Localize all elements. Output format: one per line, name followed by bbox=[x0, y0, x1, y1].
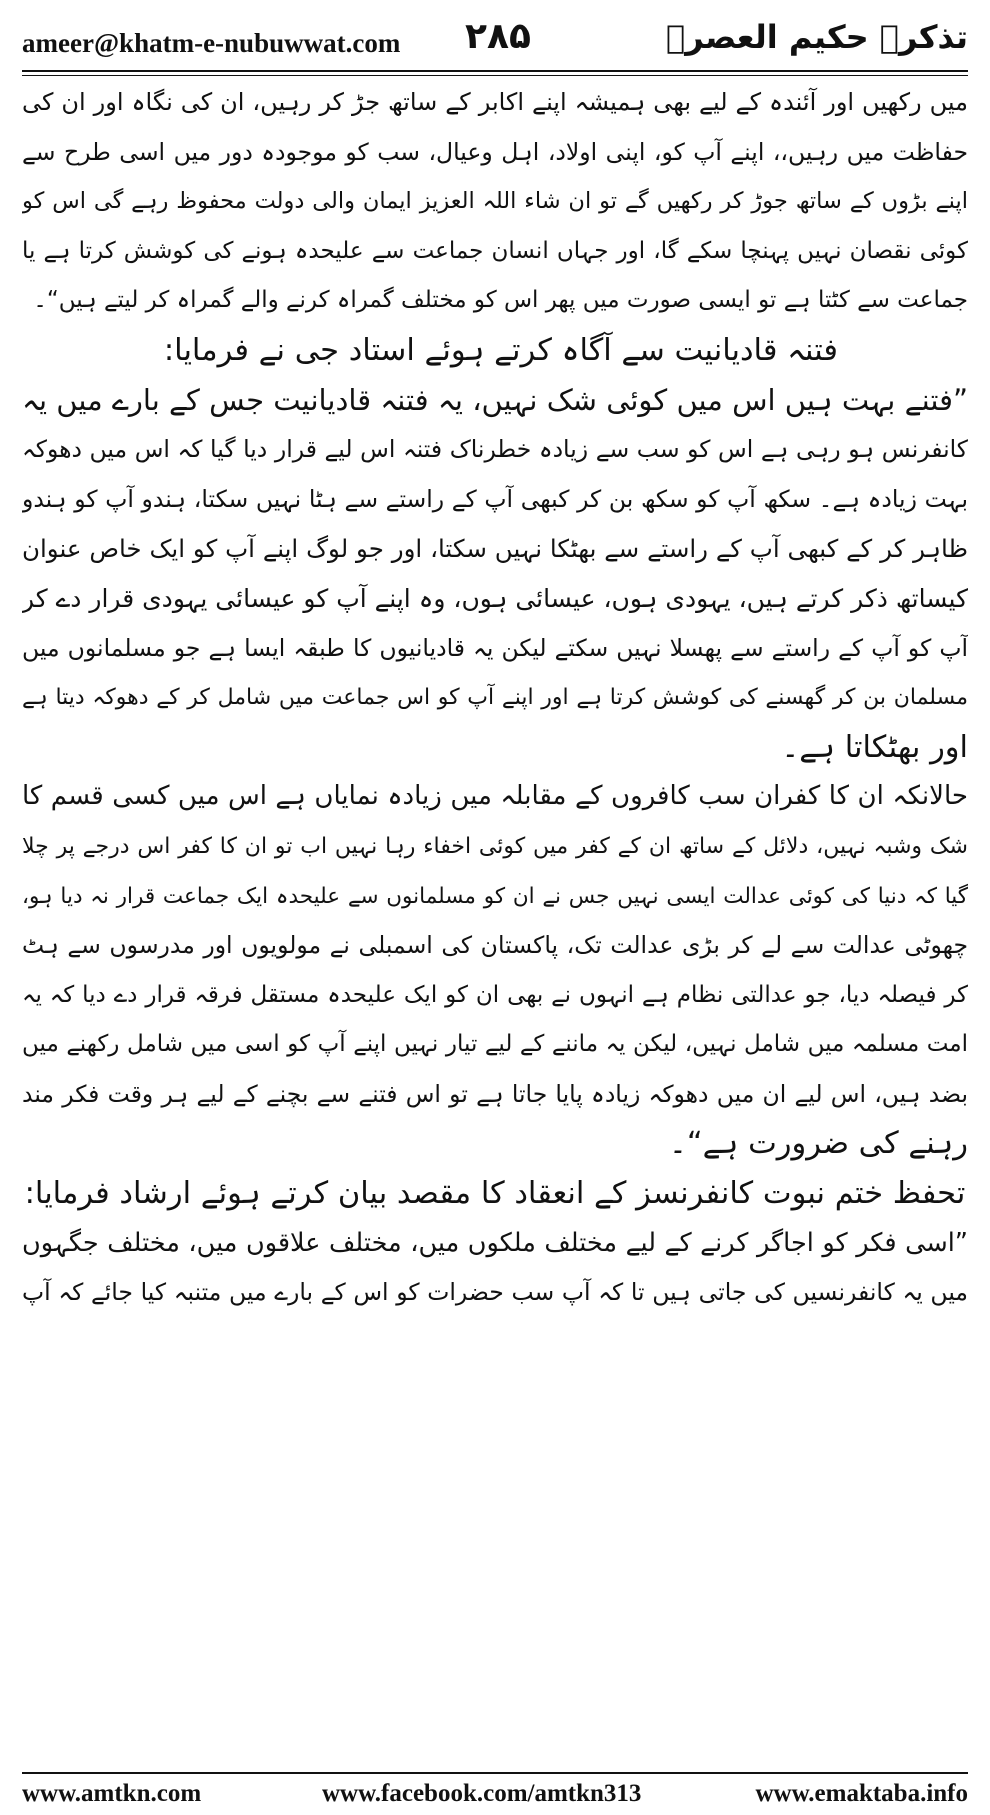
text-line: اپنے بڑوں کے ساتھ جوڑ کر رکھیں گے تو ان شاء اللہ العزیز ایمان والی دولت محفوظ رہے گی اس کو bbox=[22, 188, 968, 215]
header-rule-thick bbox=[22, 70, 968, 72]
text-line: بہت زیادہ ہے۔ سکھ آپ کو سکھ بن کر کبھی آپ کے راستے سے ہٹا نہیں سکتا، ہندو آپ کو ہندو bbox=[22, 484, 968, 513]
page-footer bbox=[22, 1780, 968, 1810]
footer-link-emaktaba: www.emaktaba.info bbox=[755, 1780, 968, 1807]
text-line: رہنے کی ضرورت ہے“۔ bbox=[668, 1126, 968, 1162]
text-line: ”اسی فکر کو اجاگر کرنے کے لیے مختلف ملکوں میں، مختلف علاقوں میں، مختلف جگہوں bbox=[22, 1227, 968, 1258]
section-intro: فتنہ قادیانیت سے آگاہ کرتے ہوئے استاد جی نے فرمایا: bbox=[163, 332, 838, 368]
text-line: شک وشبہ نہیں، دلائل کے ساتھ ان کے کفر میں کوئی اخفاء رہا نہیں اب تو ان کا کفر اس درجے پر چلا bbox=[22, 833, 968, 859]
page-number: ۲۸۵ bbox=[465, 16, 531, 57]
footer-link-amtkn: www.amtkn.com bbox=[22, 1780, 202, 1807]
page-header bbox=[22, 8, 968, 68]
text-line: امت مسلمہ میں شامل نہیں، لیکن یہ ماننے کے لیے تیار نہیں اپنے آپ کو اسی میں شامل رکھنے میں bbox=[22, 1031, 968, 1058]
text-line: میں رکھیں اور آئندہ کے لیے بھی ہمیشہ اپنے اکابر کے ساتھ جڑ کر رہیں، ان کی نگاہ اور ان کی bbox=[22, 88, 968, 116]
book-title: تذکرہ حکیم العصرؒ bbox=[665, 18, 968, 56]
text-line: حفاظت میں رہیں،، اپنے آپ کو، اپنی اولاد، اہل وعیال، سب کو موجودہ دور میں اسی طرح سے bbox=[22, 137, 968, 166]
text-line: کر فیصلہ دیا، جو عدالتی نظام ہے انہوں نے بھی ان کو ایک علیحدہ مستقل فرقہ قرار دے دیا کہ یہ bbox=[22, 981, 968, 1008]
text-line: گیا کہ دنیا کی کوئی عدالت ایسی نہیں جس نے ان کو مسلمانوں سے علیحدہ ایک جماعت قرار نہ دیا ہو، bbox=[22, 883, 968, 909]
body-text bbox=[22, 78, 968, 1318]
text-line: جماعت سے کٹتا ہے تو ایسی صورت میں پھر اس کو مختلف گمراہ کرنے والے گمراہ کر لیتے ہیں“۔ bbox=[33, 287, 968, 314]
header-email: ameer@khatm-e-nubuwwat.com bbox=[22, 28, 401, 58]
text-line: کوئی نقصان نہیں پہنچا سکے گا، اور جہاں انسان جماعت سے علیحدہ ہونے کی کوشش کرتا ہے یا bbox=[22, 237, 968, 264]
text-line: ظاہر کر کے کبھی آپ کے راستے سے بھٹکا نہیں سکتا، اور جو لوگ اپنے آپ کو ایک خاص عنوان bbox=[22, 534, 968, 564]
footer-link-facebook: www.facebook.com/amtkn313 bbox=[322, 1780, 642, 1807]
text-line: آپ کو آپ کے راستے سے پھسلا نہیں سکتے لیکن یہ قادیانیوں کا طبقہ ایسا ہے جو مسلمانوں میں bbox=[22, 633, 968, 662]
header-rule-thin bbox=[22, 75, 968, 76]
text-line: اور بھٹکاتا ہے۔ bbox=[781, 729, 968, 765]
text-line: چھوٹی عدالت سے لے کر بڑی عدالت تک، پاکستان کی اسمبلی نے مولویوں اور مدرسوں سے ہٹ bbox=[22, 931, 968, 960]
text-line: کانفرنس ہو رہی ہے اس کو سب سے زیادہ خطرناک فتنہ اس لیے قرار دیا گیا کہ اس میں دھوکہ bbox=[22, 435, 968, 464]
text-line: ”فتنے بہت ہیں اس میں کوئی شک نہیں، یہ فتنہ قادیانیت جس کے بارے میں یہ bbox=[22, 382, 968, 417]
section-intro: تحفظ ختم نبوت کانفرنسز کے انعقاد کا مقصد بیان کرتے ہوئے ارشاد فرمایا: bbox=[24, 1176, 966, 1212]
text-line: بضد ہیں، اس لیے ان میں دھوکہ زیادہ پایا جاتا ہے تو اس فتنے سے بچنے کے لیے ہر وقت فکر مند bbox=[22, 1079, 968, 1108]
text-line: کیساتھ ذکر کرتے ہیں، یہودی ہوں، عیسائی ہوں، وہ اپنے آپ کو عیسائی یہودی قرار دے کر bbox=[22, 583, 968, 613]
text-line: میں یہ کانفرنسیں کی جاتی ہیں تا کہ آپ سب حضرات کو اس کے بارے میں متنبہ کیا جائے کہ آپ bbox=[22, 1278, 968, 1307]
footer-rule bbox=[22, 1772, 968, 1774]
text-line: مسلمان بن کر گھسنے کی کوشش کرتا ہے اور اپنے آپ کو اس جماعت میں شامل کر کے دھوکہ دیتا ہے bbox=[22, 685, 968, 711]
text-line: حالانکہ ان کا کفران سب کافروں کے مقابلہ میں زیادہ نمایاں ہے اس میں کسی قسم کا bbox=[22, 781, 968, 812]
